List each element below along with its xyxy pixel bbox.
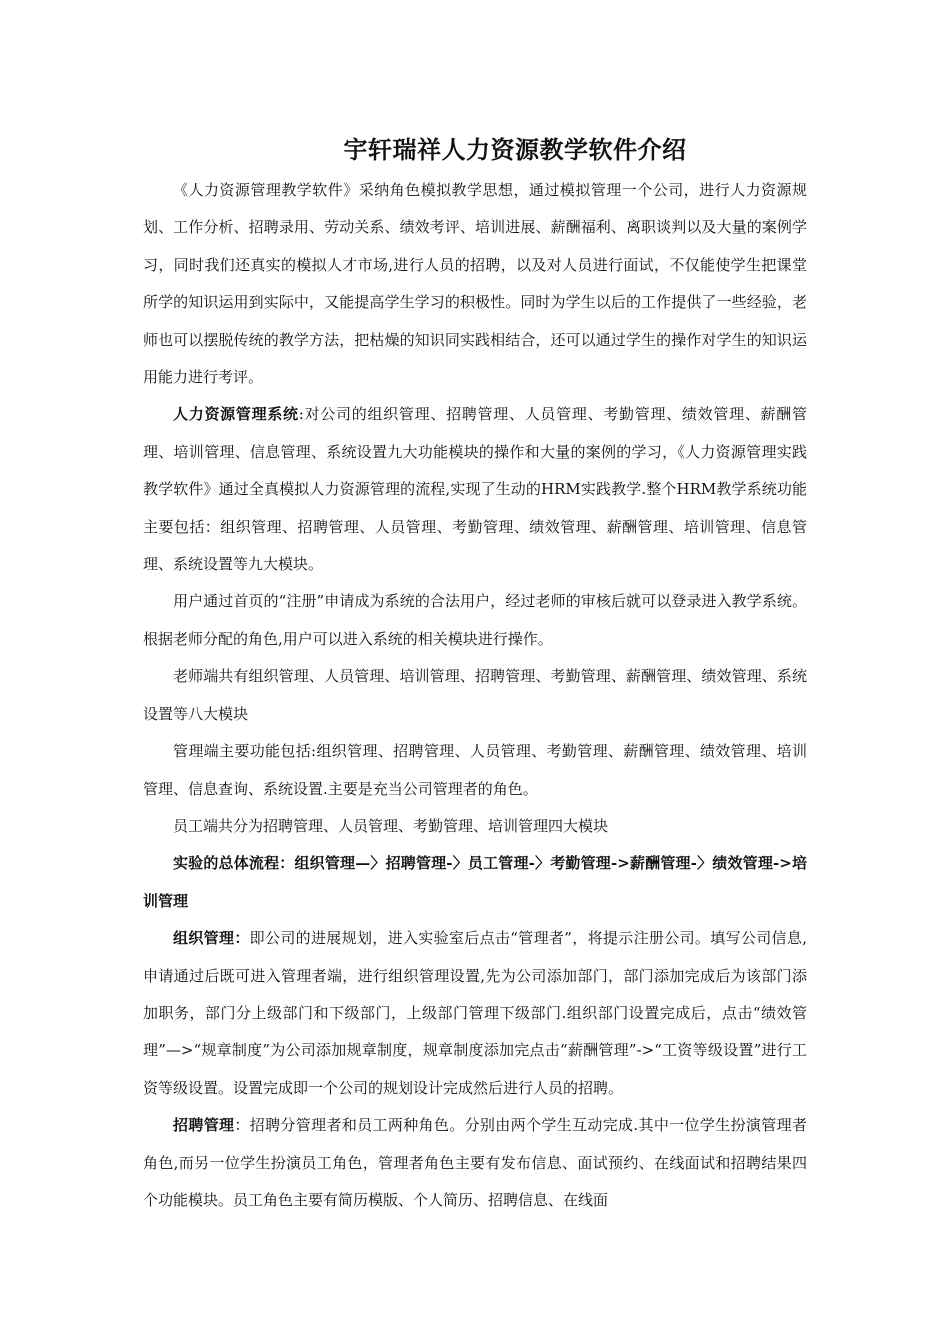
recruitment-text: ：招聘分管理者和员工两种角色。分别由两个学生互动完成.其中一位学生扮演管理者角色,而另一位学生扮演员工角色，管理者角色主要有发布信息、面试预约、在线面试和招聘结果四个功能模块。员工角色主要有简历模版、个人简历、招聘信息、在线面 — [143, 1116, 807, 1209]
teacher-modules-paragraph: 老师端共有组织管理、人员管理、培训管理、招聘管理、考勤管理、薪酬管理、绩效管理、系统设置等八大模块 — [143, 667, 807, 723]
org-management-label: 组织管理： — [173, 929, 250, 948]
document-title: 宇轩瑞祥人力资源教学软件介绍 — [343, 135, 687, 164]
hr-system-paragraph — [143, 396, 807, 583]
document-body — [143, 172, 807, 1219]
recruitment-paragraph — [143, 1107, 807, 1219]
recruitment-label: 招聘管理 — [173, 1116, 235, 1135]
org-management-text: 即公司的进展规划，进入实验室后点击“管理者”，将提示注册公司。填写公司信息,申请通过后既可进入管理者端，进行组织管理设置,先为公司添加部门，部门添加完成后为该部门添加职务，部门分上级部门和下级部门，上级部门管理下级部门.组织部门设置完成后，点击“绩效管理”—>“规章制度”为公司添加规章制度，规章制度添加完点击“薪酬管理”->“工资等级设置”进行工资等级设置。设置完成即一个公司的规划设计完成然后进行人员的招聘。 — [143, 929, 807, 1097]
hr-system-label: 人力资源管理系统 — [173, 405, 299, 424]
hr-system-text: :对公司的组织管理、招聘管理、人员管理、考勤管理、绩效管理、薪酬管理、培训管理、信息管理、系统设置九大功能模块的操作和大量的案例的学习，《人力资源管理实践教学软件》通过全真模拟人力资源管理的流程,实现了生动的HRM实践教学.整个HRM教学系统功能主要包括：组织管理、招聘管理、人员管理、考勤管理、绩效管理、薪酬管理、培训管理、信息管理、系统设置等九大模块。 — [143, 405, 807, 574]
org-management-paragraph — [143, 920, 807, 1107]
employee-modules-paragraph: 员工端共分为招聘管理、人员管理、考勤管理、培训管理四大模块 — [173, 816, 609, 835]
intro-paragraph: 《人力资源管理教学软件》采纳角色模拟教学思想，通过模拟管理一个公司，进行人力资源规划、工作分析、招聘录用、劳动关系、绩效考评、培训进展、薪酬福利、离职谈判以及大量的案例学习，同时我们还真实的模拟人才市场,进行人员的招聘，以及对人员进行面试，不仅能使学生把课堂所学的知识运用到实际中，又能提高学生学习的积极性。同时为学生以后的工作提供了一些经验，老师也可以摆脱传统的教学方法，把枯燥的知识同实践相结合，还可以通过学生的操作对学生的知识运用能力进行考评。 — [143, 181, 807, 387]
manager-modules-paragraph: 管理端主要功能包括:组织管理、招聘管理、人员管理、考勤管理、薪酬管理、绩效管理、培训管理、信息查询、系统设置.主要是充当公司管理者的角色。 — [143, 742, 807, 798]
register-paragraph: 用户通过首页的“注册”申请成为系统的合法用户，经过老师的审核后就可以登录进入教学系统。根据老师分配的角色,用户可以进入系统的相关模块进行操作。 — [143, 592, 807, 648]
workflow-paragraph: 实验的总体流程：组织管理—〉招聘管理-〉员工管理-〉考勤管理->薪酬管理-〉绩效管理->培训管理 — [143, 854, 807, 910]
